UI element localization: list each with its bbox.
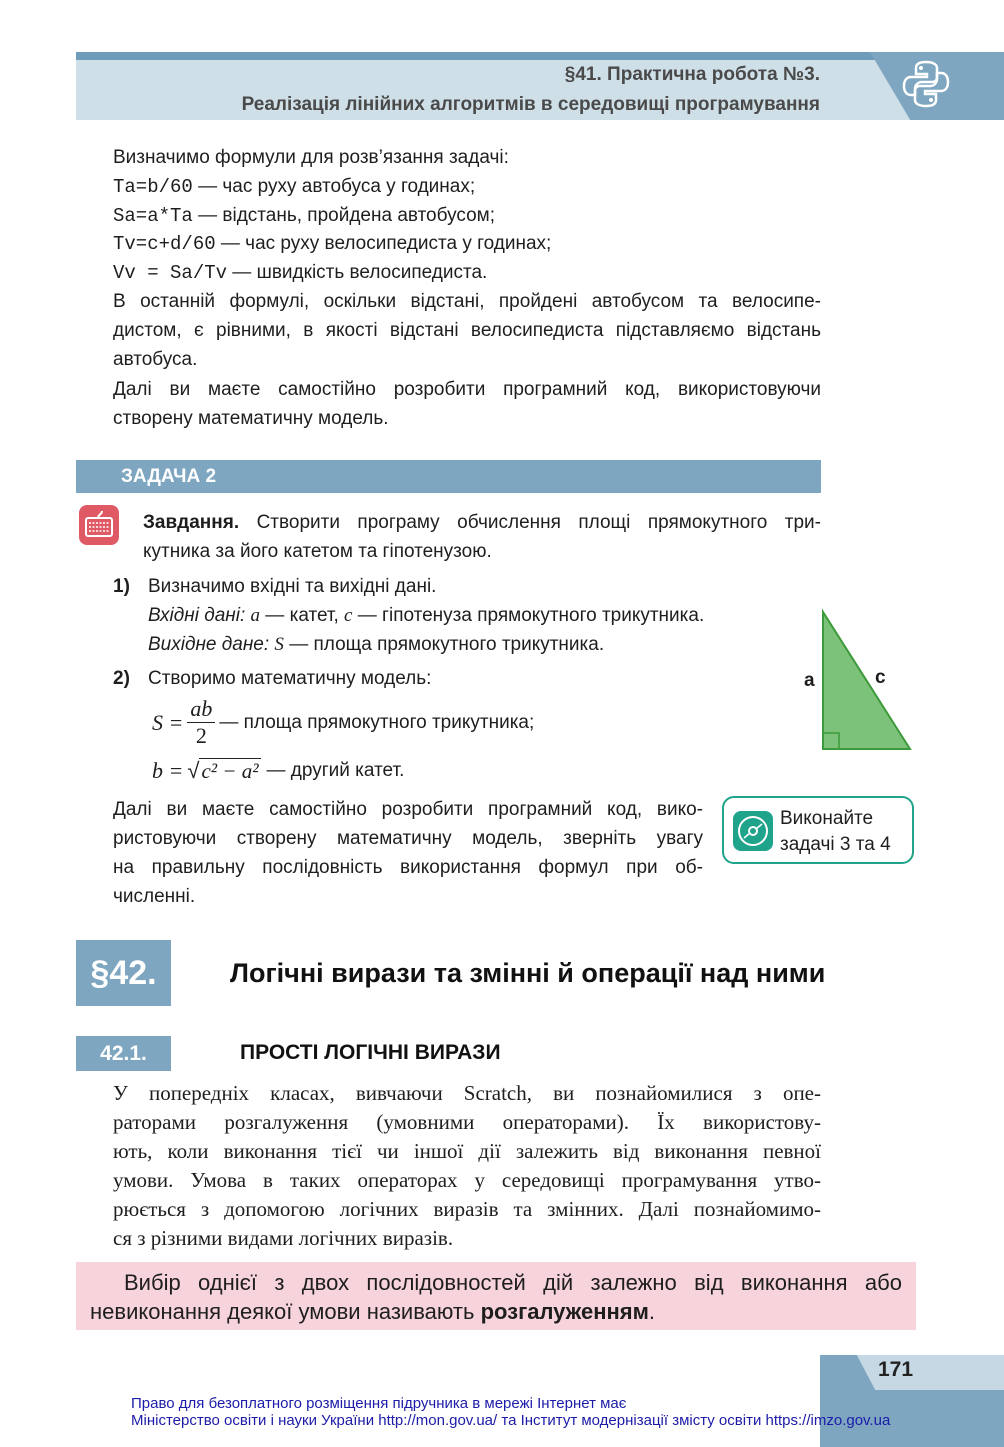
task-line2: кутника за його катетом та гіпотенузою. [143,541,492,562]
definition-line1: Вибір однієї з двох послідовностей дій залежно від виконання або [124,1270,902,1295]
body-line: рюється з допомогою логічних виразів та змінних. Далі познайомимо- [113,1197,821,1221]
para-line: В останній формулі, оскільки відстані, пройдені автобусом та велосипе- [113,291,821,312]
page-number: 171 [878,1358,914,1381]
para-line: Далі ви маєте самостійно розробити програмний код, вико- [113,799,703,820]
task-line1: Завдання. Створити програму обчислення площі прямокутного три- [143,512,821,533]
step1-text: Визначимо вхідні та вихідні дані. [148,576,437,597]
right-triangle-diagram [815,608,915,754]
formula-line: Tv=c+d/60 — час руху велосипедиста у годинах; [113,233,552,255]
cd-icon [732,810,774,852]
section-title: Логічні вирази та змінні й операції над ними [230,958,826,988]
body-line: У попередніх класах, вивчаючи Scratch, ви познайомилися з опе- [113,1081,821,1105]
formula-line: Ta=b/60 — час руху автобуса у годинах; [113,176,476,198]
para-line: на правильну послідовність використання формул при об- [113,857,703,878]
area-formula: S = $\frac{ab}{2}$ — площа прямокутного трикутника; [152,696,535,748]
sqrt-icon: √ [187,758,200,783]
triangle-label-a: a [804,670,815,691]
step2-text: Створимо математичну модель: [148,668,432,689]
header-line2: Реалізація лінійних алгоритмів в середовищі програмування [241,94,820,115]
subsection-title: ПРОСТІ ЛОГІЧНІ ВИРАЗИ [240,1041,501,1064]
footer-line2[interactable]: Міністерство освіти і науки України http://mon.gov.ua/ та Інститут модернізації змісту освіти https://imzo.gov.ua [131,1412,891,1429]
triangle-label-c: c [875,667,886,688]
formula-line: Sa=a*Ta — відстань, пройдена автобусом; [113,205,495,227]
formula-line: Vv = Sa/Tv — швидкість велосипедиста. [113,262,488,284]
step2-num: 2) [113,668,130,689]
input-data: Вхідні дані: a — катет, c — гіпотенуза прямокутного трикутника. [148,605,705,626]
section-number: §42. [76,940,171,1006]
body-line: умови. Умова в таких операторах у середовищі програмування утво- [113,1168,821,1192]
task2-title: ЗАДАЧА 2 [121,466,217,487]
step1-num: 1) [113,576,130,597]
header-line1: §41. Практична робота №3. [564,64,820,85]
para-line: автобуса. [113,349,198,370]
body-line: ють, коли виконання тієї чи іншої дії залежить від виконання певної [113,1139,821,1163]
header-strip [76,52,936,60]
subsection-number: 42.1. [76,1036,171,1071]
para-line: створену математичну модель. [113,408,389,429]
exercise-text: Виконайте задачі 3 та 4 [780,808,891,855]
task2-bar [76,460,821,493]
para-line: численні. [113,886,196,907]
output-data: Вихідне дане: S — площа прямокутного трикутника. [148,634,605,655]
para-line: Далі ви маєте самостійно розробити програмний код, використовуючи [113,379,821,400]
fraction: $\frac{ab}{2}$ [187,696,215,749]
body-line: ся з різними видами логічних виразів. [113,1226,454,1250]
footer-line1: Право для безоплатного розміщення підручника в мережі Інтернет має [131,1395,627,1412]
para-line: дистом, є рівними, в якості відстані велосипедиста підставляємо відстань [113,320,821,341]
leg-formula: b = √ c² − a² — другий катет. [152,758,405,783]
definition-line2: невиконання деякої умови називають розгалуженням. [90,1299,656,1324]
keyboard-icon [78,504,120,546]
python-icon [900,58,952,110]
para-line: ристовуючи створену математичну модель, зверніть увагу [113,828,703,849]
exercise-box [722,796,914,864]
intro-lead: Визначимо формули для розв’язання задачі: [113,147,509,168]
body-line: раторами розгалуження (умовними операторами). Їх використову- [113,1110,821,1134]
